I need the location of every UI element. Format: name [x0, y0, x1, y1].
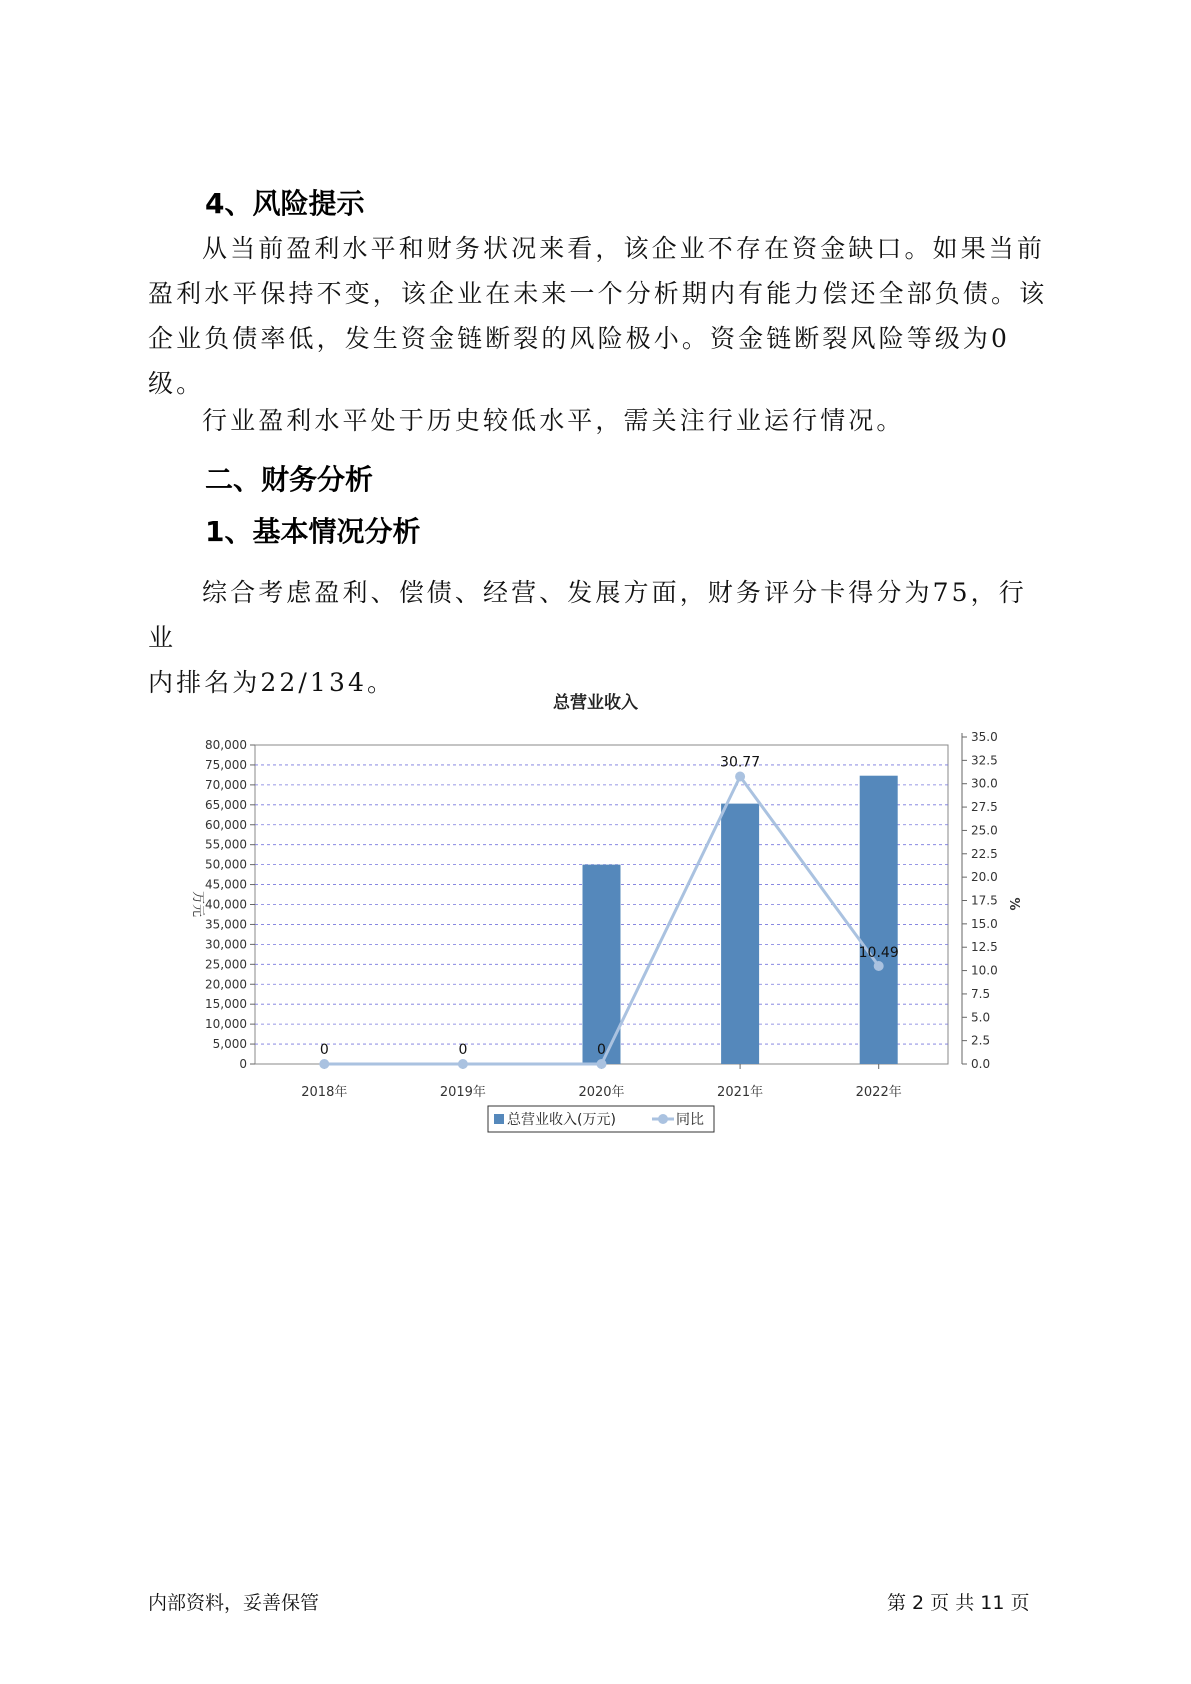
right-y-tick-label: 2.5 [971, 1033, 991, 1048]
x-tick-label: 2019年 [439, 1085, 486, 1100]
legend-bar-swatch [494, 1114, 504, 1124]
bar [860, 776, 898, 1064]
right-y-tick-label: 12.5 [971, 940, 998, 955]
yoy-data-label: 0 [597, 1042, 606, 1058]
right-y-tick-label: 25.0 [971, 823, 998, 838]
right-y-tick-label: 35.0 [971, 730, 998, 744]
y-tick-label: 55,000 [205, 837, 247, 852]
y-tick-label: 15,000 [205, 997, 247, 1012]
right-y-tick-label: 30.0 [971, 776, 998, 791]
y-tick-label: 75,000 [205, 757, 247, 772]
y-axis-label: 万元 [190, 890, 205, 918]
y-tick-label: 10,000 [205, 1017, 247, 1032]
y-tick-label: 40,000 [205, 897, 247, 912]
yoy-data-label: 0 [319, 1042, 329, 1058]
legend-bar-label: 总营业收入(万元) [507, 1112, 616, 1128]
yoy-point [319, 1059, 329, 1069]
risk-paragraph-line: 从当前盈利水平和财务状况来看，该企业不存在资金缺口。如果当前 [202, 234, 1046, 263]
right-y-tick-label: 5.0 [971, 1010, 991, 1025]
y-tick-label: 70,000 [205, 777, 247, 792]
footer-confidential: 内部资料，妥善保管 [148, 1592, 320, 1614]
right-y-tick-label: 17.5 [971, 893, 998, 908]
right-y-axis-label: % [1006, 897, 1021, 911]
legend-line-label: 同比 [676, 1112, 704, 1128]
footer-page-number: 第 2 页 共 11 页 [887, 1592, 1030, 1614]
y-tick-label: 65,000 [205, 797, 247, 812]
bar [721, 804, 759, 1064]
right-y-tick-label: 32.5 [971, 753, 998, 768]
right-y-tick-label: 22.5 [971, 846, 998, 861]
y-tick-label: 50,000 [205, 857, 247, 872]
x-tick-label: 2018年 [301, 1085, 348, 1100]
right-y-tick-label: 27.5 [971, 800, 998, 815]
x-tick-label: 2021年 [717, 1085, 764, 1100]
section-heading-finance: 二、财务分析 [205, 463, 374, 496]
legend-line-marker [658, 1114, 668, 1124]
yoy-data-label: 30.77 [720, 754, 761, 771]
y-tick-label: 60,000 [205, 817, 247, 832]
y-tick-label: 45,000 [205, 877, 247, 892]
yoy-point [597, 1059, 607, 1069]
x-tick-label: 2022年 [855, 1085, 902, 1100]
y-tick-label: 25,000 [205, 957, 247, 972]
risk-paragraph-line: 盈利水平保持不变，该企业在未来一个分析期内有能力偿还全部负债。该 [148, 279, 1048, 308]
risk-paragraph-line: 企业负债率低，发生资金链断裂的风险极小。资金链断裂风险等级为0级。 [148, 324, 1011, 398]
y-tick-label: 80,000 [205, 738, 247, 752]
yoy-point [874, 961, 884, 971]
industry-paragraph-line: 行业盈利水平处于历史较低水平，需关注行业运行情况。 [202, 406, 905, 435]
chart-title: 总营业收入 [553, 693, 638, 713]
yoy-data-label: 10.49 [858, 944, 899, 961]
y-tick-label: 0 [239, 1057, 247, 1071]
right-y-tick-label: 0.0 [971, 1057, 991, 1071]
y-tick-label: 30,000 [205, 937, 247, 952]
right-y-tick-label: 20.0 [971, 870, 998, 885]
right-y-tick-label: 15.0 [971, 916, 998, 931]
subsection-heading-basic: 1、基本情况分析 [205, 515, 421, 548]
yoy-data-label: 0 [458, 1042, 468, 1058]
x-tick-label: 2020年 [578, 1085, 625, 1100]
right-y-tick-label: 7.5 [971, 986, 991, 1001]
yoy-point [735, 772, 745, 782]
y-tick-label: 35,000 [205, 917, 247, 932]
yoy-point [458, 1059, 468, 1069]
y-tick-label: 5,000 [212, 1037, 247, 1052]
score-paragraph-line: 内排名为22/134。 [148, 668, 396, 697]
right-y-tick-label: 10.0 [971, 963, 998, 978]
y-tick-label: 20,000 [205, 977, 247, 992]
section-heading-risk: 4、风险提示 [205, 187, 365, 220]
score-paragraph-line: 综合考虑盈利、偿债、经营、发展方面，财务评分卡得分为75，行业 [148, 578, 1027, 652]
